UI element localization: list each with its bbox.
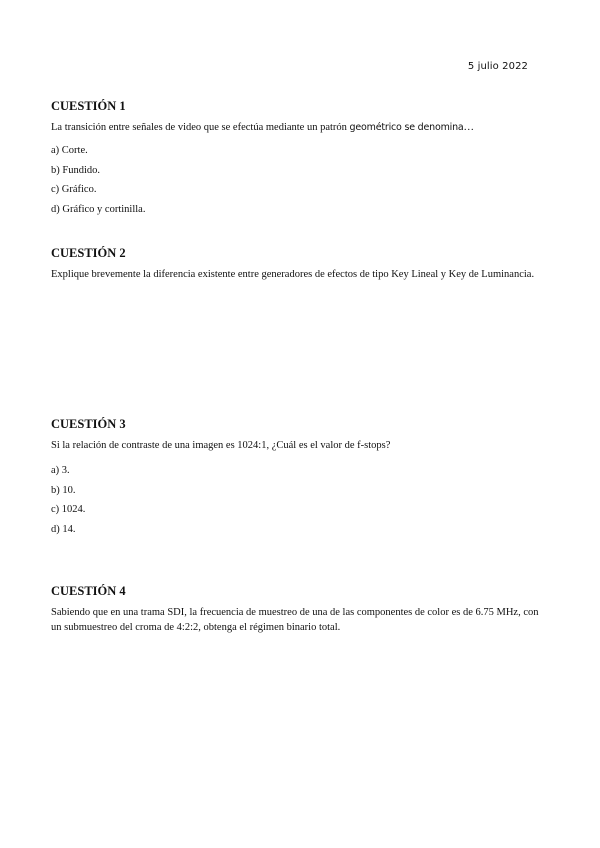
question-1-option-b: b) Fundido. bbox=[51, 164, 101, 176]
question-3-options bbox=[51, 463, 551, 537]
question-1-options bbox=[51, 143, 551, 217]
question-3-option-c: c) 1024. bbox=[51, 504, 86, 516]
question-3-option-a: a) 3. bbox=[51, 465, 70, 476]
question-3-option-d: d) 14. bbox=[51, 523, 76, 535]
question-1-title: CUESTIÓN 1 bbox=[51, 99, 126, 113]
question-1-option-a: a) Corte. bbox=[51, 145, 88, 156]
question-2-title: CUESTIÓN 2 bbox=[51, 246, 126, 260]
question-1-prompt-end: … bbox=[463, 122, 475, 133]
question-1 bbox=[51, 98, 551, 221]
question-3 bbox=[51, 416, 551, 541]
question-3-option-b: b) 10. bbox=[51, 484, 76, 496]
question-4-prompt: Sabiendo que en una trama SDI, la frecuencia de muestreo de una de las componentes de color es de 6.75 MHz, con un submuestreo del croma de 4:2:2, obtenga el régimen binario total. bbox=[51, 607, 539, 633]
question-3-title: CUESTIÓN 3 bbox=[51, 417, 126, 431]
question-4 bbox=[51, 583, 551, 635]
question-2 bbox=[51, 245, 551, 282]
question-2-prompt: Explique brevemente la diferencia existente entre generadores de efectos de tipo Key Lineal y Key de Luminancia. bbox=[51, 269, 535, 280]
question-4-title: CUESTIÓN 4 bbox=[51, 584, 126, 598]
exam-date: 5 julio 2022 bbox=[467, 61, 528, 72]
question-1-prompt-start: La transición entre señales de video que se efectúa mediante un patrón bbox=[51, 122, 350, 133]
question-3-prompt: Si la relación de contraste de una imagen es 1024:1, ¿Cuál es el valor de f-stops? bbox=[51, 440, 391, 451]
question-1-option-c: c) Gráfico. bbox=[51, 184, 97, 196]
question-1-prompt-mid: geométrico se denomina bbox=[349, 122, 464, 133]
question-1-prompt bbox=[51, 120, 551, 135]
question-1-option-d: d) Gráfico y cortinilla. bbox=[51, 203, 146, 215]
